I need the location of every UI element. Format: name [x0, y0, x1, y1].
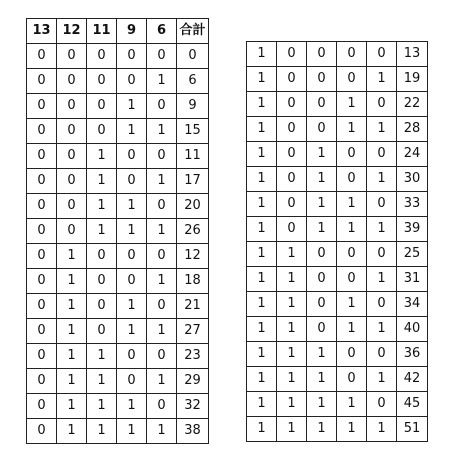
- total-cell: 26: [177, 219, 209, 244]
- bit-cell: 0: [27, 144, 57, 169]
- total-cell: 17: [177, 169, 209, 194]
- bit-cell: 0: [367, 192, 397, 217]
- bit-cell: 0: [117, 169, 147, 194]
- table-row: [27, 344, 209, 369]
- table-row: [27, 294, 209, 319]
- bit-cell: 1: [247, 242, 277, 267]
- bit-cell: 1: [117, 419, 147, 444]
- bit-cell: 1: [87, 194, 117, 219]
- bit-cell: 1: [277, 367, 307, 392]
- table-row: [27, 394, 209, 419]
- bit-cell: 0: [307, 317, 337, 342]
- bit-cell: 0: [27, 169, 57, 194]
- bit-cell: 0: [117, 69, 147, 94]
- bit-cell: 1: [147, 319, 177, 344]
- bit-cell: 1: [247, 342, 277, 367]
- total-cell: 38: [177, 419, 209, 444]
- bit-cell: 1: [57, 244, 87, 269]
- bit-cell: 1: [337, 192, 367, 217]
- header-cell: 9: [117, 19, 147, 44]
- bit-cell: 0: [147, 44, 177, 69]
- bit-cell: 0: [307, 42, 337, 67]
- bit-cell: 0: [87, 319, 117, 344]
- bit-cell: 1: [147, 169, 177, 194]
- total-cell: 19: [397, 67, 428, 92]
- bit-cell: 1: [57, 269, 87, 294]
- table-row: [247, 217, 428, 242]
- bit-cell: 1: [247, 267, 277, 292]
- bit-cell: 1: [147, 69, 177, 94]
- bit-cell: 1: [147, 219, 177, 244]
- bit-cell: 1: [337, 417, 367, 442]
- header-cell: 6: [147, 19, 177, 44]
- table-row: [27, 194, 209, 219]
- bit-cell: 1: [87, 219, 117, 244]
- table-row: [27, 69, 209, 94]
- bit-cell: 0: [337, 342, 367, 367]
- bit-cell: 0: [307, 242, 337, 267]
- bit-cell: 0: [147, 194, 177, 219]
- bit-cell: 0: [147, 244, 177, 269]
- right-table-body: [247, 42, 428, 442]
- bit-cell: 0: [27, 44, 57, 69]
- table-row: [27, 169, 209, 194]
- bit-cell: 1: [87, 344, 117, 369]
- total-cell: 28: [397, 117, 428, 142]
- bit-cell: 1: [277, 267, 307, 292]
- bit-cell: 1: [247, 317, 277, 342]
- bit-cell: 0: [27, 94, 57, 119]
- bit-cell: 1: [247, 417, 277, 442]
- bit-cell: 1: [247, 367, 277, 392]
- bit-cell: 1: [307, 217, 337, 242]
- bit-cell: 1: [367, 217, 397, 242]
- bit-cell: 0: [337, 367, 367, 392]
- total-cell: 30: [397, 167, 428, 192]
- total-cell: 20: [177, 194, 209, 219]
- table-row: [247, 292, 428, 317]
- table-row: [247, 317, 428, 342]
- bit-cell: 1: [367, 367, 397, 392]
- bit-cell: 1: [277, 342, 307, 367]
- bit-cell: 1: [307, 342, 337, 367]
- total-cell: 32: [177, 394, 209, 419]
- header-cell: 11: [87, 19, 117, 44]
- bit-cell: 0: [87, 294, 117, 319]
- bit-cell: 0: [367, 292, 397, 317]
- bit-cell: 0: [117, 344, 147, 369]
- table-row: [27, 219, 209, 244]
- bit-cell: 0: [277, 92, 307, 117]
- bit-cell: 0: [57, 94, 87, 119]
- bit-cell: 1: [367, 317, 397, 342]
- bit-cell: 0: [117, 144, 147, 169]
- bit-cell: 1: [337, 92, 367, 117]
- total-cell: 12: [177, 244, 209, 269]
- table-row: [247, 67, 428, 92]
- bit-cell: 0: [87, 44, 117, 69]
- total-cell: 36: [397, 342, 428, 367]
- bit-cell: 1: [117, 319, 147, 344]
- bit-cell: 1: [277, 317, 307, 342]
- bit-cell: 1: [277, 417, 307, 442]
- bit-cell: 0: [117, 269, 147, 294]
- bit-cell: 1: [247, 142, 277, 167]
- bit-cell: 1: [57, 344, 87, 369]
- total-cell: 21: [177, 294, 209, 319]
- bit-cell: 0: [27, 394, 57, 419]
- total-cell: 6: [177, 69, 209, 94]
- bit-cell: 0: [27, 369, 57, 394]
- bit-cell: 1: [247, 92, 277, 117]
- bit-cell: 0: [27, 119, 57, 144]
- total-cell: 15: [177, 119, 209, 144]
- bit-cell: 1: [277, 392, 307, 417]
- bit-cell: 0: [27, 344, 57, 369]
- bit-cell: 1: [367, 67, 397, 92]
- bit-cell: 0: [57, 219, 87, 244]
- header-cell: 13: [27, 19, 57, 44]
- bit-cell: 0: [337, 267, 367, 292]
- bit-cell: 1: [57, 419, 87, 444]
- total-cell: 51: [397, 417, 428, 442]
- bit-cell: 1: [247, 392, 277, 417]
- table-row: [247, 142, 428, 167]
- bit-cell: 1: [367, 417, 397, 442]
- table-row: [247, 367, 428, 392]
- bit-cell: 0: [277, 142, 307, 167]
- bit-cell: 0: [367, 342, 397, 367]
- table-row: [247, 167, 428, 192]
- table-row: [27, 44, 209, 69]
- bit-cell: 0: [337, 42, 367, 67]
- bit-cell: 0: [27, 294, 57, 319]
- bit-cell: 0: [27, 419, 57, 444]
- bit-cell: 0: [87, 69, 117, 94]
- bit-cell: 0: [337, 167, 367, 192]
- bit-cell: 1: [307, 392, 337, 417]
- header-row: [27, 19, 209, 44]
- table-row: [27, 319, 209, 344]
- total-cell: 18: [177, 269, 209, 294]
- bit-cell: 0: [117, 44, 147, 69]
- bit-cell: 0: [57, 194, 87, 219]
- total-cell: 42: [397, 367, 428, 392]
- bit-cell: 1: [147, 369, 177, 394]
- bit-cell: 1: [57, 369, 87, 394]
- bit-cell: 0: [57, 44, 87, 69]
- bit-cell: 1: [247, 117, 277, 142]
- bit-cell: 1: [87, 419, 117, 444]
- bit-cell: 1: [247, 292, 277, 317]
- bit-cell: 1: [337, 117, 367, 142]
- bit-cell: 1: [247, 192, 277, 217]
- bit-cell: 0: [277, 192, 307, 217]
- bit-cell: 0: [367, 142, 397, 167]
- bit-cell: 0: [277, 67, 307, 92]
- bit-cell: 0: [307, 92, 337, 117]
- bit-cell: 1: [337, 292, 367, 317]
- bit-cell: 1: [307, 192, 337, 217]
- bit-cell: 0: [337, 142, 367, 167]
- bit-cell: 0: [367, 42, 397, 67]
- bit-cell: 0: [57, 169, 87, 194]
- bit-cell: 0: [147, 344, 177, 369]
- bit-cell: 1: [117, 94, 147, 119]
- bit-cell: 0: [57, 119, 87, 144]
- bit-cell: 1: [307, 417, 337, 442]
- table-row: [27, 94, 209, 119]
- total-cell: 34: [397, 292, 428, 317]
- total-cell: 25: [397, 242, 428, 267]
- table-row: [247, 92, 428, 117]
- bit-cell: 1: [277, 242, 307, 267]
- bit-cell: 1: [147, 269, 177, 294]
- bit-cell: 0: [57, 69, 87, 94]
- bit-cell: 0: [87, 269, 117, 294]
- bit-cell: 1: [307, 167, 337, 192]
- total-cell: 11: [177, 144, 209, 169]
- bit-cell: 0: [147, 144, 177, 169]
- bit-cell: 0: [27, 69, 57, 94]
- bit-cell: 0: [87, 119, 117, 144]
- bit-cell: 1: [147, 119, 177, 144]
- total-cell: 45: [397, 392, 428, 417]
- table-row: [247, 42, 428, 67]
- left-table-body: [27, 44, 209, 444]
- bit-cell: 1: [247, 217, 277, 242]
- bit-cell: 0: [307, 67, 337, 92]
- bit-cell: 0: [87, 244, 117, 269]
- bit-cell: 1: [277, 292, 307, 317]
- total-cell: 27: [177, 319, 209, 344]
- bit-cell: 0: [277, 167, 307, 192]
- bit-cell: 1: [147, 419, 177, 444]
- bit-cell: 1: [87, 369, 117, 394]
- bit-cell: 1: [87, 169, 117, 194]
- bit-cell: 0: [117, 244, 147, 269]
- table-row: [27, 144, 209, 169]
- bit-cell: 0: [27, 244, 57, 269]
- table-row: [247, 267, 428, 292]
- table-row: [27, 369, 209, 394]
- bit-cell: 0: [337, 242, 367, 267]
- bit-cell: 1: [367, 267, 397, 292]
- bit-cell: 0: [87, 94, 117, 119]
- total-cell: 39: [397, 217, 428, 242]
- bit-cell: 0: [147, 394, 177, 419]
- bit-cell: 1: [337, 392, 367, 417]
- table-row: [247, 192, 428, 217]
- bit-cell: 1: [247, 42, 277, 67]
- bit-cell: 0: [147, 94, 177, 119]
- total-cell: 0: [177, 44, 209, 69]
- bit-cell: 0: [57, 144, 87, 169]
- bit-cell: 1: [87, 144, 117, 169]
- bit-cell: 1: [117, 194, 147, 219]
- total-cell: 22: [397, 92, 428, 117]
- right-table: [246, 41, 428, 442]
- bit-cell: 1: [307, 142, 337, 167]
- bit-cell: 1: [57, 294, 87, 319]
- total-cell: 40: [397, 317, 428, 342]
- bit-cell: 0: [307, 117, 337, 142]
- bit-cell: 1: [307, 367, 337, 392]
- table-row: [247, 117, 428, 142]
- bit-cell: 1: [87, 394, 117, 419]
- total-cell: 29: [177, 369, 209, 394]
- bit-cell: 1: [117, 294, 147, 319]
- header-cell-total: 合計: [177, 19, 209, 44]
- bit-cell: 1: [247, 67, 277, 92]
- bit-cell: 0: [117, 369, 147, 394]
- bit-cell: 1: [247, 167, 277, 192]
- bit-cell: 1: [337, 217, 367, 242]
- total-cell: 23: [177, 344, 209, 369]
- bit-cell: 0: [27, 219, 57, 244]
- bit-cell: 1: [337, 317, 367, 342]
- bit-cell: 1: [57, 394, 87, 419]
- table-row: [27, 269, 209, 294]
- total-cell: 9: [177, 94, 209, 119]
- table-row: [247, 242, 428, 267]
- bit-cell: 0: [27, 194, 57, 219]
- bit-cell: 0: [367, 392, 397, 417]
- bit-cell: 1: [367, 117, 397, 142]
- total-cell: 33: [397, 192, 428, 217]
- bit-cell: 0: [27, 319, 57, 344]
- bit-cell: 0: [277, 117, 307, 142]
- table-row: [27, 119, 209, 144]
- bit-cell: 0: [337, 67, 367, 92]
- bit-cell: 1: [117, 219, 147, 244]
- bit-cell: 0: [367, 92, 397, 117]
- bit-cell: 0: [307, 267, 337, 292]
- table-row: [247, 342, 428, 367]
- bit-cell: 0: [307, 292, 337, 317]
- table-row: [27, 419, 209, 444]
- bit-cell: 1: [117, 119, 147, 144]
- table-row: [247, 392, 428, 417]
- bit-cell: 0: [367, 242, 397, 267]
- total-cell: 13: [397, 42, 428, 67]
- table-row: [247, 417, 428, 442]
- table-row: [27, 244, 209, 269]
- bit-cell: 1: [117, 394, 147, 419]
- left-table: [26, 18, 209, 444]
- header-cell: 12: [57, 19, 87, 44]
- bit-cell: 1: [367, 167, 397, 192]
- bit-cell: 0: [147, 294, 177, 319]
- bit-cell: 1: [57, 319, 87, 344]
- bit-cell: 0: [277, 217, 307, 242]
- total-cell: 24: [397, 142, 428, 167]
- total-cell: 31: [397, 267, 428, 292]
- bit-cell: 0: [27, 269, 57, 294]
- bit-cell: 0: [277, 42, 307, 67]
